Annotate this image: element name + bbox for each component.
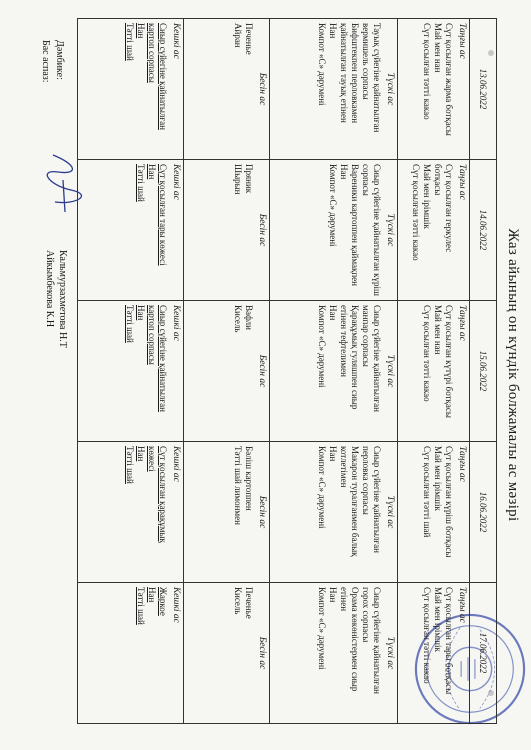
dish-item: Компот «С» дәрумені — [317, 446, 327, 529]
lunch-row — [270, 19, 398, 724]
dish-item: Нан — [339, 164, 349, 180]
dish-item: Сүт қосылған геркулес — [444, 164, 454, 253]
snack-cell — [184, 19, 270, 160]
dish-item: Сүт қосылған тәтті шай — [422, 446, 432, 538]
day-date: 17.06.2022 — [470, 583, 497, 724]
dish-item: Печенье — [244, 23, 254, 55]
dish-item: Май мен нан — [433, 23, 443, 73]
section-label: Түскі ас — [385, 213, 395, 247]
section-label: Түскі ас — [385, 72, 395, 106]
dish-item: Компот «С» дәрумені — [328, 164, 338, 247]
breakfast-cell — [398, 160, 470, 301]
menu-title: Жаз айының он күндік болжамалы ас мәзірі — [505, 228, 521, 522]
dish-item: Орама көкөністермен сиыр — [350, 587, 360, 692]
breakfast-cell — [398, 19, 470, 160]
weekly-menu-table — [77, 18, 497, 724]
dish-item: Нан — [136, 305, 146, 321]
dish-item: Сүт қосылған тәтті какао — [422, 305, 432, 402]
dish-item: Бифштекпен перловкамен — [350, 23, 360, 124]
lunch-cell — [270, 583, 398, 724]
snack-cell — [184, 160, 270, 301]
day-date: 16.06.2022 — [470, 442, 497, 583]
dish-item: Нан — [136, 446, 146, 462]
dish-item: манпар сорпасы — [361, 305, 371, 367]
section-label: Таңғы ас — [457, 23, 467, 59]
section-label: Бесін ас — [257, 636, 267, 670]
dish-item: Сүт қосылған жарма ботқасы — [444, 23, 454, 136]
dish-item: Нан — [328, 305, 338, 321]
dish-item: Компот «С» дәрумені — [317, 305, 327, 388]
dish-item: Тәтті шай — [136, 164, 146, 202]
dish-item: Макарон туралғанмен балық — [350, 446, 360, 557]
dish-item: Сүт қосылған тәтті какао — [422, 587, 432, 684]
dish-item: Сиыр сүйегіне қайнатылған — [372, 305, 382, 412]
lunch-cell — [270, 301, 398, 442]
dish-item: Нан — [328, 446, 338, 462]
section-label: Кешкі ас — [171, 23, 181, 59]
signatory-names — [43, 250, 69, 348]
dish-item: Сиыр сүйегіне қайнатылған — [158, 305, 168, 412]
dish-item: Тәтті шай лимонмен — [233, 446, 243, 525]
chef-label: Бас аспаз: — [40, 40, 51, 83]
breakfast-cell — [398, 301, 470, 442]
dish-item: ботқасы — [433, 164, 443, 196]
snack-cell — [184, 583, 270, 724]
signature-labels — [38, 40, 66, 83]
snack-cell — [184, 301, 270, 442]
dish-item: Май мен ірімшік — [433, 587, 443, 652]
dish-item: котлетімен — [339, 446, 349, 488]
dish-item: Сүт қосылған күріш ботқасы — [444, 446, 454, 558]
dish-item: етінен тефтелимен — [339, 305, 349, 377]
section-label: Кешкі ас — [171, 164, 181, 200]
dish-item: Нан — [328, 587, 338, 603]
dish-item: Тәтті шай — [125, 446, 135, 484]
signatory-name: Кальмурзахметова Н.Т — [57, 250, 68, 348]
dish-item: Кисель — [233, 305, 243, 333]
day-date: 15.06.2022 — [470, 301, 497, 442]
signatory-name: Айкымбекова К.Н — [44, 250, 55, 328]
dish-item: Сүт қосылған тәтті какао — [422, 23, 432, 120]
dinner-cell — [78, 160, 184, 301]
lunch-cell — [270, 19, 398, 160]
dish-item: Нан — [147, 164, 157, 180]
breakfast-cell — [398, 583, 470, 724]
dinner-cell — [78, 19, 184, 160]
handwritten-signature-icon — [43, 150, 83, 220]
dish-item: Май мен ірімшік — [433, 446, 443, 511]
dish-item: көжесі — [147, 446, 157, 472]
section-label: Таңғы ас — [457, 446, 467, 482]
section-label: Түскі ас — [385, 495, 395, 529]
dish-item: Сиыр сүйегіне қайнатылған — [372, 446, 382, 553]
section-label: Бесін ас — [257, 495, 267, 529]
lunch-cell — [270, 160, 398, 301]
dinner-cell — [78, 583, 184, 724]
dish-item: Печенье — [244, 587, 254, 619]
date-row — [470, 19, 497, 724]
dish-item: Жаркое — [158, 587, 168, 616]
dinner-row — [78, 19, 184, 724]
dish-item: Сиыр сүйегіне қайнатылған — [158, 23, 168, 130]
dish-item: Компот «С» дәрумені — [317, 587, 327, 670]
dish-item: Компот «С» дәрумені — [317, 23, 327, 106]
dish-item: Тәтті шай — [125, 23, 135, 61]
dinner-cell — [78, 301, 184, 442]
dish-item: Тәтті шай — [136, 587, 146, 625]
section-label: Кешкі ас — [171, 446, 181, 482]
dish-item: Май мен нан — [433, 305, 443, 355]
dish-item: Нан — [136, 23, 146, 39]
dish-item: Пряник — [244, 164, 254, 194]
dish-item: картоп сорпасы — [147, 23, 157, 83]
dish-item: Кисель — [233, 587, 243, 615]
section-label: Бесін ас — [257, 72, 267, 106]
section-label: Кешкі ас — [171, 305, 181, 341]
dish-item: картоп сорпасы — [147, 305, 157, 365]
day-date: 14.06.2022 — [470, 160, 497, 301]
breakfast-row — [398, 19, 470, 724]
dish-item: Қарақұмық гуляшпен сиыр — [350, 305, 360, 410]
dish-item: Сиыр сүйегіне қайнатылған күріш — [372, 164, 382, 296]
dish-item: перловка сорпасы — [361, 446, 371, 515]
dish-item: Айран — [233, 23, 243, 48]
approver-label: Дәмбике: — [54, 40, 65, 80]
section-label: Таңғы ас — [457, 305, 467, 341]
dish-item: Шырын — [233, 164, 243, 195]
section-label: Бесін ас — [257, 213, 267, 247]
section-label: Түскі ас — [385, 636, 395, 670]
breakfast-cell — [398, 442, 470, 583]
snack-row — [184, 19, 270, 724]
dish-item: Вареники картоппен қаймақпен — [350, 164, 360, 286]
dish-item: сорпасы — [361, 164, 371, 196]
section-label: Кешкі ас — [171, 587, 181, 623]
lunch-cell — [270, 442, 398, 583]
day-date: 13.06.2022 — [470, 19, 497, 160]
section-label: Түскі ас — [385, 354, 395, 388]
dish-item: қайнатылған тауық етінен — [339, 23, 349, 123]
section-label: Таңғы ас — [457, 587, 467, 623]
dish-item: етінен — [339, 587, 349, 612]
dish-item: вермишель сорпасы — [361, 23, 371, 100]
snack-cell — [184, 442, 270, 583]
dish-item: Сүт қосылған тары көжесі — [158, 164, 168, 266]
dish-item: Сүт қосылған тәтті какао — [411, 164, 421, 261]
dish-item: Нан — [147, 587, 157, 603]
dish-item: горох сорпасы — [361, 587, 371, 643]
dish-item: Вафли — [244, 305, 254, 330]
dish-item: Сиыр сүйегіне қайнатылған — [372, 587, 382, 694]
dinner-cell — [78, 442, 184, 583]
dish-item: Тауық сүйегіне қайнатылған — [372, 23, 382, 133]
section-label: Таңғы ас — [457, 164, 467, 200]
dish-item: Май мен ірімшік — [422, 164, 432, 229]
section-label: Бесін ас — [257, 354, 267, 388]
dish-item: Нан — [328, 23, 338, 39]
dish-item: Тәтті шай — [125, 305, 135, 343]
dish-item: Сүт қосылған тары ботқасы — [444, 587, 454, 695]
dish-item: Сүт қосылған қарақұмық — [158, 446, 168, 543]
dish-item: Бәліш картоппен — [244, 446, 254, 511]
dish-item: Сүт қосылған күтүрі ботқасы — [444, 305, 454, 418]
